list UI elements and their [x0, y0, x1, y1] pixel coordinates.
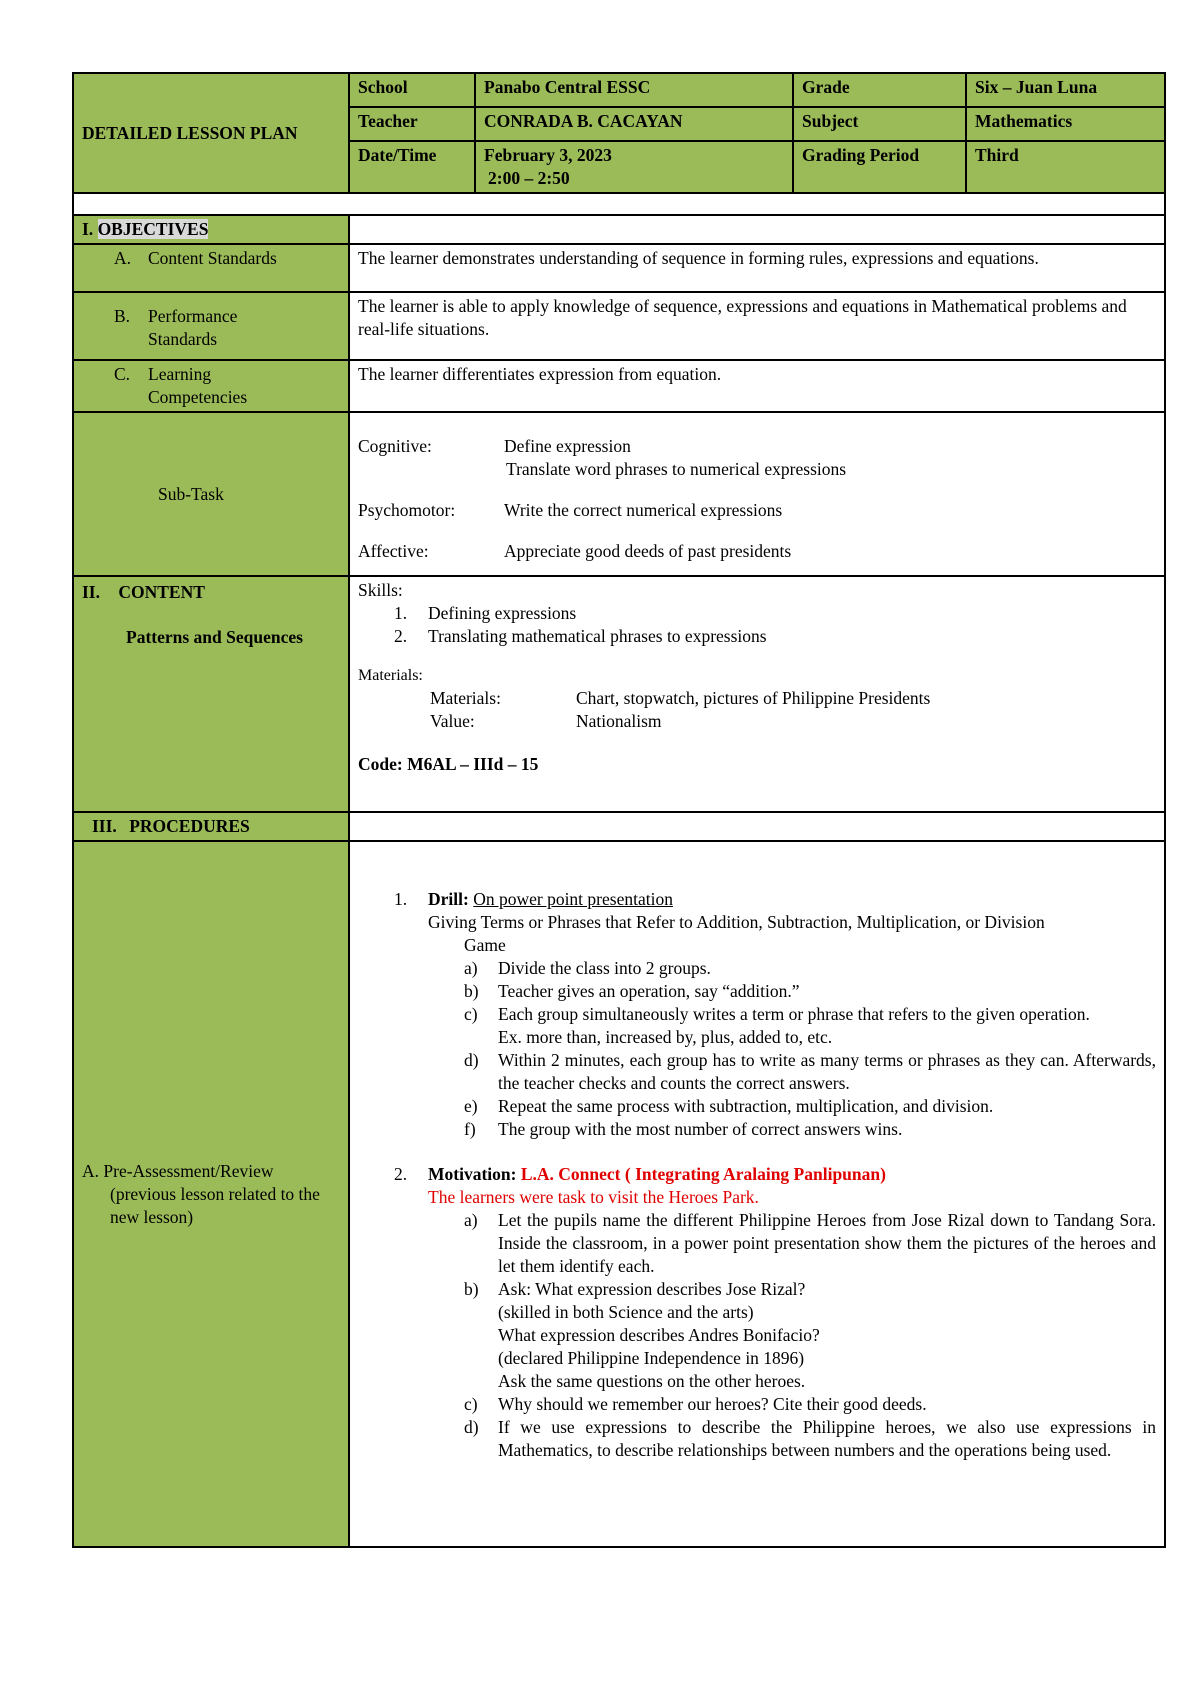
content-title: CONTENT	[118, 582, 205, 602]
motivation-step-b-line-1: (skilled in both Science and the arts)	[498, 1302, 754, 1322]
drill-step-b-letter: b)	[464, 981, 479, 1001]
objectives-num: I.	[82, 219, 94, 239]
performance-standards-text: The learner is able to apply knowledge of sequence, expressions and equations in Mathematical problems and real-life situations.	[349, 292, 1165, 360]
drill-link: On power point presentation	[473, 889, 673, 909]
value-text: Nationalism	[576, 711, 662, 731]
drill-step-b: Teacher gives an operation, say “addition.”	[498, 981, 800, 1001]
pre-assessment-sub: (previous lesson related to the new lesson)	[110, 1183, 320, 1227]
subtask-label-cell	[73, 412, 349, 576]
drill-step-a-letter: a)	[464, 958, 478, 978]
subtask-label: Sub-Task	[158, 483, 224, 504]
motivation-note: The learners were task to visit the Heroes Park.	[428, 1187, 759, 1207]
drill-num: 1.	[394, 889, 408, 909]
procedures-heading-cell	[73, 812, 349, 841]
content-details	[349, 576, 1165, 812]
drill-step-c: Each group simultaneously writes a term or phrase that refers to the given operation.	[498, 1004, 1090, 1024]
school-label: School	[349, 73, 475, 107]
motivation-step-b-line-2: What expression describes Andres Bonifacio?	[498, 1325, 820, 1345]
cognitive-item-2: Translate word phrases to numerical expressions	[506, 459, 847, 479]
grade-value: Six – Juan Luna	[966, 73, 1165, 107]
motivation-step-b-letter: b)	[464, 1279, 479, 1299]
content-num: II.	[82, 582, 100, 602]
objectives-title: OBJECTIVES	[97, 219, 209, 239]
lesson-plan-page	[72, 72, 1164, 1548]
lesson-plan-table	[72, 72, 1166, 1548]
teacher-label: Teacher	[349, 107, 475, 141]
learning-competencies-letter: C.	[114, 364, 131, 384]
date-value: February 3, 2023	[484, 145, 612, 165]
drill-step-c-example: Ex. more than, increased by, plus, added to, etc.	[498, 1027, 833, 1047]
pre-assessment-label: A. Pre-Assessment/Review	[82, 1160, 274, 1181]
pre-assessment-content	[349, 841, 1165, 1547]
skill-2-num: 2.	[394, 626, 408, 646]
pre-assessment-label-cell	[73, 841, 349, 1547]
motivation-step-d: If we use expressions to describe the Philippine heroes, we also use expressions in Mathematics, to describe relationships between numbers and the operations being used.	[498, 1417, 1156, 1460]
content-standards-label: Content Standards	[148, 248, 277, 268]
motivation-step-d-letter: d)	[464, 1417, 479, 1437]
drill-step-d: Within 2 minutes, each group has to write as many terms or phrases as they can. Afterwards, the teacher checks and counts the correct answers.	[498, 1050, 1156, 1093]
cognitive-label: Cognitive:	[358, 436, 432, 456]
subject-label: Subject	[793, 107, 966, 141]
content-standards-label-cell	[73, 244, 349, 292]
subtask-content	[349, 412, 1165, 576]
drill-label: Drill:	[428, 889, 469, 909]
drill-step-d-letter: d)	[464, 1050, 479, 1070]
cognitive-item-1: Define expression	[504, 436, 631, 456]
drill-step-f-letter: f)	[464, 1119, 476, 1139]
objectives-blank	[349, 215, 1165, 244]
motivation-step-a: Let the pupils name the different Philippine Heroes from Jose Rizal down to Tandang Sora. Inside the classroom, in a power point presentation show them the pictures of the heroes and let them identify each.	[498, 1210, 1156, 1276]
drill-intro-2: Game	[464, 935, 506, 955]
drill-step-e-letter: e)	[464, 1096, 478, 1116]
motivation-label: Motivation:	[428, 1164, 517, 1184]
motivation-step-c-letter: c)	[464, 1394, 478, 1414]
separator-row	[73, 193, 1165, 215]
competency-code: Code: M6AL – IIId – 15	[358, 754, 539, 774]
skill-2-text: Translating mathematical phrases to expressions	[428, 626, 767, 646]
performance-standards-label: Performance Standards	[148, 306, 238, 349]
learning-competencies-text: The learner differentiates expression from equation.	[349, 360, 1165, 412]
psychomotor-item: Write the correct numerical expressions	[504, 500, 783, 520]
motivation-step-b-line-3: (declared Philippine Independence in 1896)	[498, 1348, 805, 1368]
learning-competencies-label-cell	[73, 360, 349, 412]
grade-label: Grade	[793, 73, 966, 107]
time-value: 2:00 – 2:50	[488, 168, 570, 188]
motivation-step-a-letter: a)	[464, 1210, 478, 1230]
objectives-heading	[73, 215, 349, 244]
skills-label: Skills:	[358, 580, 403, 600]
materials-text: Chart, stopwatch, pictures of Philippine Presidents	[576, 688, 931, 708]
skill-1-text: Defining expressions	[428, 603, 577, 623]
drill-step-a: Divide the class into 2 groups.	[498, 958, 711, 978]
motivation-step-b: Ask: What expression describes Jose Rizal?	[498, 1279, 806, 1299]
teacher-value: CONRADA B. CACAYAN	[475, 107, 793, 141]
content-heading-cell	[73, 576, 349, 812]
drill-intro: Giving Terms or Phrases that Refer to Addition, Subtraction, Multiplication, or Division	[428, 912, 1045, 932]
content-standards-text: The learner demonstrates understanding of sequence in forming rules, expressions and equations.	[349, 244, 1165, 292]
skill-1-num: 1.	[394, 603, 408, 623]
subject-value: Mathematics	[966, 107, 1165, 141]
performance-standards-letter: B.	[114, 306, 131, 326]
affective-item: Appreciate good deeds of past presidents	[504, 541, 792, 561]
motivation-step-b-line-4: Ask the same questions on the other heroes.	[498, 1371, 806, 1391]
content-topic: Patterns and Sequences	[126, 627, 303, 647]
period-label: Grading Period	[793, 141, 966, 193]
drill-step-f: The group with the most number of correct answers wins.	[498, 1119, 903, 1139]
procedures-title: PROCEDURES	[129, 816, 250, 836]
school-value: Panabo Central ESSC	[475, 73, 793, 107]
value-label: Value:	[430, 711, 475, 731]
period-value: Third	[966, 141, 1165, 193]
drill-step-c-letter: c)	[464, 1004, 478, 1024]
drill-step-e: Repeat the same process with subtraction, multiplication, and division.	[498, 1096, 994, 1116]
motivation-num: 2.	[394, 1164, 408, 1184]
materials-label: Materials:	[430, 688, 501, 708]
procedures-num: III.	[92, 816, 117, 836]
plan-title: DETAILED LESSON PLAN	[73, 73, 349, 193]
motivation-step-c: Why should we remember our heroes? Cite their good deeds.	[498, 1394, 927, 1414]
datetime-value	[475, 141, 793, 193]
motivation-title: L.A. Connect ( Integrating Aralaing Panlipunan)	[520, 1164, 886, 1184]
psychomotor-label: Psychomotor:	[358, 500, 456, 520]
performance-standards-label-cell	[73, 292, 349, 360]
learning-competencies-label: Learning Competencies	[148, 364, 248, 407]
procedures-blank	[349, 812, 1165, 841]
affective-label: Affective:	[358, 541, 429, 561]
datetime-label: Date/Time	[349, 141, 475, 193]
materials-heading: Materials:	[358, 667, 423, 684]
content-standards-letter: A.	[114, 248, 132, 268]
